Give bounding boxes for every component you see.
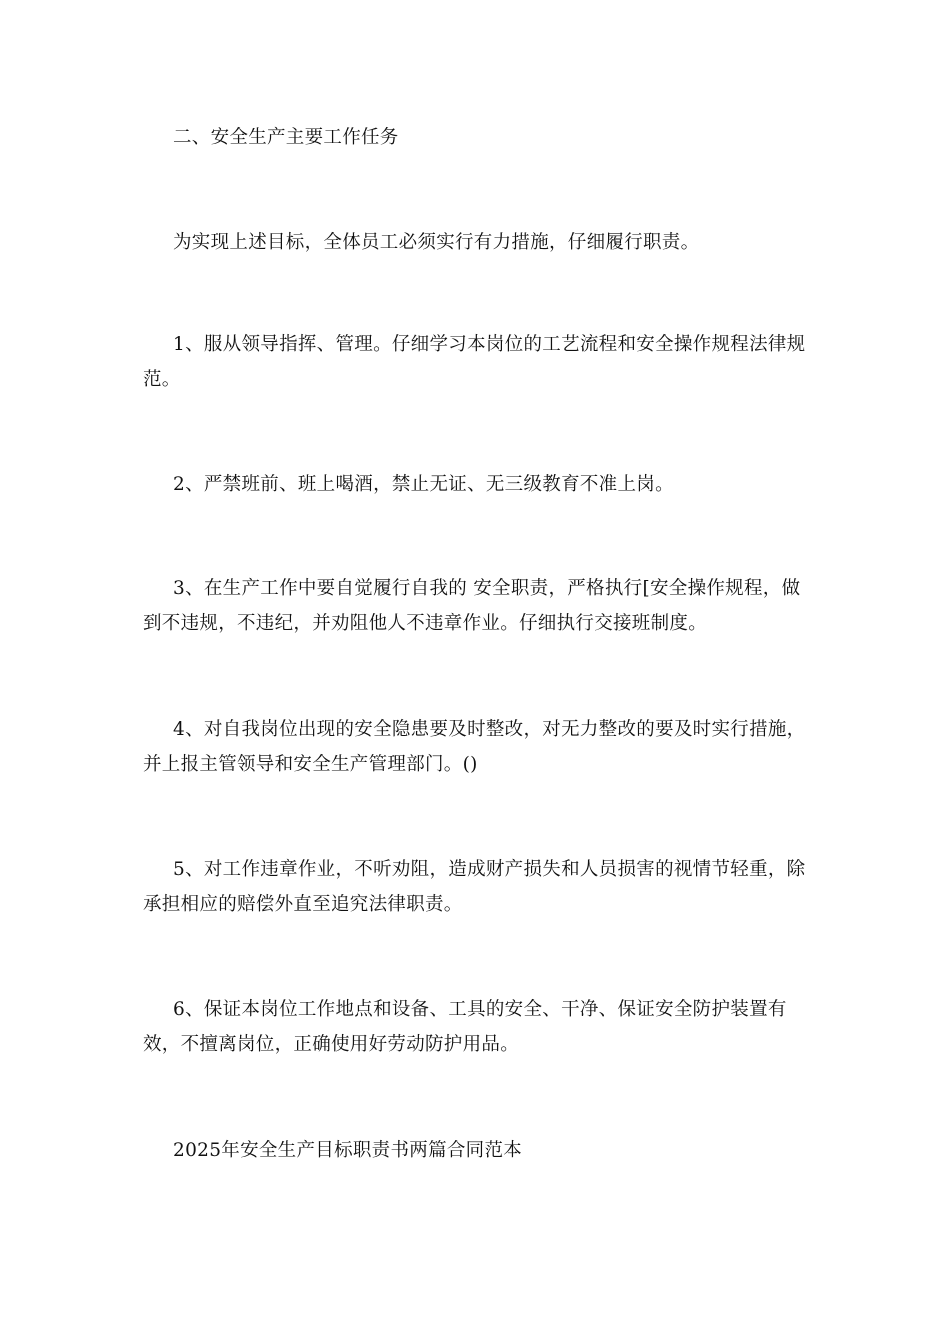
task-item-5: 5、对工作违章作业，不听劝阻，造成财产损失和人员损害的视情节轻重，除承担相应的赔偿外直至追究法律职责。 <box>143 859 806 915</box>
section-heading: 二、安全生产主要工作任务 <box>173 127 399 148</box>
task-item-4: 4、对自我岗位出现的安全隐患要及时整改，对无力整改的要及时实行措施，并上报主管领导和安全生产管理部门。() <box>143 719 806 775</box>
task-item-2: 2、严禁班前、班上喝酒，禁止无证、无三级教育不准上岗。 <box>173 474 674 495</box>
intro-paragraph: 为实现上述目标，全体员工必须实行有力措施，仔细履行职责。 <box>173 232 700 253</box>
document-footer-title: 2025年安全生产目标职责书两篇合同范本 <box>173 1140 523 1161</box>
task-item-6: 6、保证本岗位工作地点和设备、工具的安全、干净、保证安全防护装置有效，不擅离岗位，正确使用好劳动防护用品。 <box>143 999 787 1055</box>
task-item-3: 3、在生产工作中要自觉履行自我的 安全职责，严格执行[安全操作规程，做到不违规，不违纪，并劝阻他人不违章作业。仔细执行交接班制度。 <box>143 578 801 634</box>
task-item-1: 1、服从领导指挥、管理。仔细学习本岗位的工艺流程和安全操作规程法律规范。 <box>143 334 806 390</box>
